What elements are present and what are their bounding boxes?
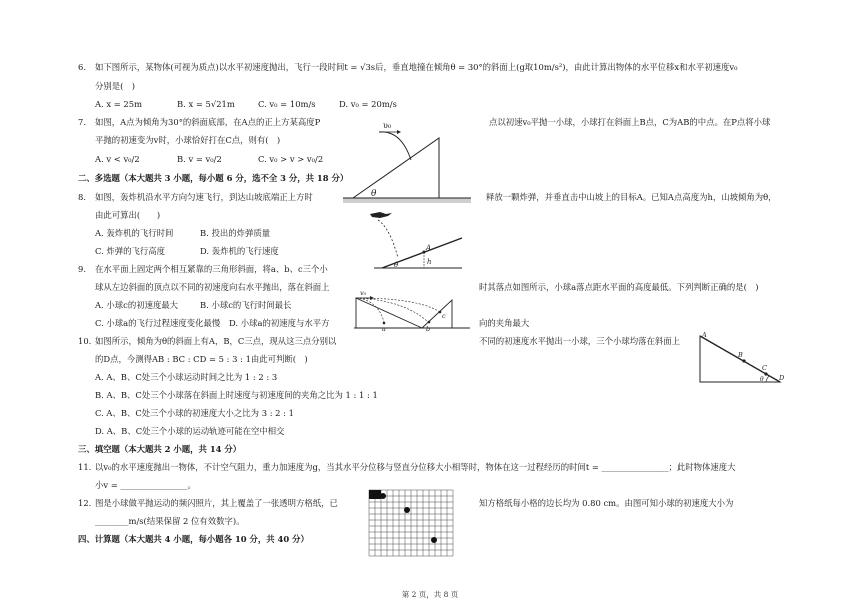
q9-option-b: B. 小球c的飞行时间最长 xyxy=(200,300,292,310)
q6-option-d: D. v₀ = 20m/s xyxy=(339,99,397,109)
q12-ball-1 xyxy=(380,493,386,499)
q9-point-b xyxy=(428,321,431,324)
q9-label-c: c xyxy=(442,312,446,320)
q8-label-a: A xyxy=(426,244,432,252)
q8-figure xyxy=(352,208,472,274)
q10-label-a: A xyxy=(702,331,707,339)
q12-ball-2 xyxy=(404,507,410,513)
q10-figure xyxy=(696,330,788,388)
q9-trajectory-b xyxy=(356,298,428,322)
q12-grid-lines xyxy=(369,490,453,556)
q7-option-a: A. v < v₀/2 xyxy=(95,154,140,164)
section3-heading: 三、填空题（本大题共 2 小题，共 14 分） xyxy=(78,444,242,454)
q7-option-c: C. v₀ > v > v₀/2 xyxy=(258,154,324,164)
q9-figure xyxy=(352,288,474,332)
q10-text-line1a: 如图所示，倾角为θ的斜面上有A，B，C三点，现从这三点分别以 xyxy=(95,336,337,346)
q10-option-c: C. A、B、C处三个小球的初速度大小之比为 3 : 2 : 1 xyxy=(95,408,294,418)
q8-text-line2: 由此可算出( ) xyxy=(95,210,161,220)
q10-option-d: D. A、B、C处三个小球的运动轨迹可能在空中相交 xyxy=(95,426,285,436)
q6-option-c: C. v₀ = 10m/s xyxy=(258,99,316,109)
q12-number: 12. xyxy=(78,498,92,508)
q8-option-b: B. 投出的炸弹质量 xyxy=(200,228,271,238)
q12-text-line1a: 图是小球做平抛运动的频闪照片，其上覆盖了一张透明方格纸，已 xyxy=(95,498,338,508)
q9-point-c xyxy=(439,311,442,314)
q10-theta-arc xyxy=(766,376,769,382)
q11-text-line2: 小v = ________________。 xyxy=(95,480,196,490)
q9-trajectory-a xyxy=(356,298,384,322)
q8-text-line1b: 释放一颗炸弹，并垂直击中山坡上的目标A。已知A点高度为h，山坡倾角为θ， xyxy=(486,192,777,202)
q9-label-b: b xyxy=(426,325,431,332)
q7-number: 7. xyxy=(78,117,86,127)
q9-text-line1: 在水平面上固定两个相互紧靠的三角形斜面，将a、b、c三个小 xyxy=(95,264,328,274)
q8-option-c: C. 炸弹的飞行高度 xyxy=(95,246,166,256)
q8-bomb-trajectory xyxy=(378,220,398,258)
q9-right-slope xyxy=(422,300,452,328)
q10-option-b: B. A、B、C处三个小球落在斜面上时速度与初速度间的夹角之比为 1 : 1 : 1 xyxy=(95,390,378,400)
q9-number: 9. xyxy=(78,264,86,274)
q12-text-line2: ________m/s(结果保留 2 位有效数字)。 xyxy=(95,516,245,526)
q10-label-c: C xyxy=(762,364,767,372)
q8-option-a: A. 轰炸机的飞行时间 xyxy=(95,228,174,238)
q8-number: 8. xyxy=(78,192,86,202)
q7-trajectory xyxy=(379,132,411,160)
q10-text-line2: 的D点，今测得AB : BC : CD = 5 : 3 : 1由此可判断( ) xyxy=(95,354,308,364)
q7-arrow-head xyxy=(397,130,401,134)
q7-label-v0: υ₀ xyxy=(383,121,392,130)
q7-figure xyxy=(343,118,471,206)
q10-number: 10. xyxy=(78,336,92,346)
q9-option-a: A. 小球c的初速度最大 xyxy=(95,300,179,310)
q10-incline-surface xyxy=(700,336,780,382)
q8-label-h: h xyxy=(427,258,432,266)
q12-ball-3 xyxy=(431,537,437,543)
q6-option-a: A. x = 25m xyxy=(95,99,143,109)
q6-text-line1: 如下图所示，某物体(可视为质点)以水平初速度抛出，飞行一段时间t = √3s后，垂直地撞在倾角θ = 30°的斜面上(g取10m/s²)，由此计算出物体的水平位移x和水平初速度v₀ xyxy=(95,62,738,72)
q11-text-line1: 以v₀的水平速度抛出一物体，不计空气阻力，重力加速度为g，当其水平分位移与竖直分位移大小相等时，物体在这一过程经历的时间t = ________________；此时物体速度大 xyxy=(95,462,736,472)
section2-heading: 二、多选题（本大题共 3 小题，每小题 6 分，选不全 3 分，共 18 分） xyxy=(78,173,349,183)
q7-text-line1a: 如图，A点为倾角为30°的斜面底部，在A点的正上方某高度P xyxy=(95,117,321,127)
q12-text-line1b: 知方格纸每小格的边长均为 0.80 cm。由图可知小球的初速度大小为 xyxy=(479,498,734,508)
q6-text-line2: 分别是( ) xyxy=(95,81,136,91)
q7-ground-hatch xyxy=(343,198,471,203)
q6-option-b: B. x = 5√21m xyxy=(177,99,235,109)
q7-option-b: B. v = v₀/2 xyxy=(177,154,222,164)
q10-label-b: B xyxy=(738,351,743,359)
q8-text-line1a: 如图，轰炸机沿水平方向匀速飞行，到达山坡底端正上方时 xyxy=(95,192,313,202)
q10-option-a: A. A、B、C处三个小球运动时间之比为 1 : 2 : 3 xyxy=(95,372,278,382)
q6-number: 6. xyxy=(78,62,86,72)
section4-heading: 四、计算题（本大题共 4 小题，每小题各 10 分，共 40 分） xyxy=(78,534,309,544)
q11-number: 11. xyxy=(78,462,92,472)
q7-slope xyxy=(353,138,439,198)
q8-label-theta: θ xyxy=(394,261,399,269)
q12-cover-block xyxy=(369,490,381,499)
page-footer: 第 2 页，共 8 页 xyxy=(401,590,459,599)
q10-text-line1b: 不同的初速度水平抛出一小球，三个小球均落在斜面上 xyxy=(479,336,680,346)
q10-label-theta: θ xyxy=(760,376,764,383)
q10-point-b xyxy=(742,359,745,362)
q12-grid-figure xyxy=(368,489,454,561)
q9-text-line2b: 时其落点如图所示，小球a落点距水平面的高度最低。下列判断正确的是( ) xyxy=(479,282,759,292)
q9-option-d: D. 小球a的初速度与水平方 xyxy=(229,318,330,328)
q8-bomber-icon xyxy=(370,212,392,218)
q7-text-line2: 平抛的初速变为v时，小球恰好打在C点，则有( ) xyxy=(95,135,281,145)
q9-option-c: C. 小球a的飞行过程速度变化最慢 xyxy=(95,318,221,328)
q7-text-line1b: 点以初速v₀平抛一小球，小球打在斜面上B点，C为AB的中点。在P点将小球 xyxy=(489,117,771,127)
q10-point-c xyxy=(764,372,767,375)
q9-text-line2a: 球从左边斜面的顶点以不同的初速度向右水平抛出，落在斜面上 xyxy=(95,282,330,292)
q7-label-theta: θ xyxy=(371,189,377,199)
q9-label-v0: v₀ xyxy=(360,289,367,297)
q9-point-a xyxy=(383,322,386,325)
q9-label-a: a xyxy=(382,325,386,332)
q8-option-d: D. 轰炸机的飞行速度 xyxy=(200,246,279,256)
q9-option-d-continued: 向的夹角最大 xyxy=(479,318,530,328)
q10-label-d: D xyxy=(779,374,785,382)
